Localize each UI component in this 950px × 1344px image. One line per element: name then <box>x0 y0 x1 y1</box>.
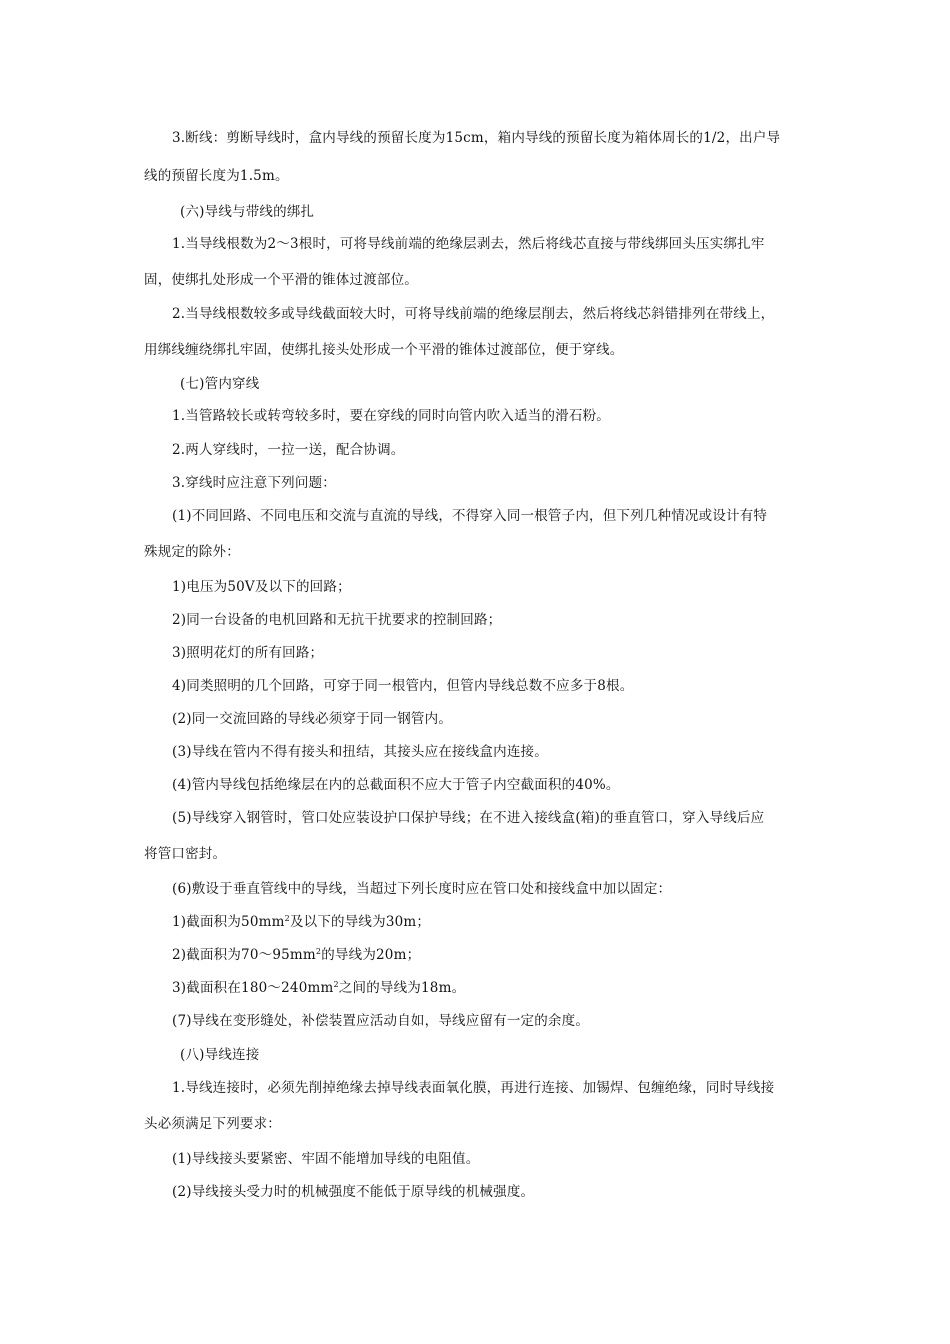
paragraph-line <box>172 979 465 997</box>
paragraph-line <box>172 913 430 931</box>
paragraph-line: 用绑线缠绕绑扎牢固，使绑扎接头处形成一个平滑的锥体过渡部位，便于穿线。 <box>144 342 624 358</box>
paragraph-line: (1)不同回路、不同电压和交流与直流的导线，不得穿入同一根管子内，但下列几种情况或设计有特 <box>172 508 768 524</box>
section-heading: (六)导线与带线的绑扎 <box>180 204 315 220</box>
paragraph-line: 1.当管路较长或转弯较多时，要在穿线的同时向管内吹入适当的滑石粉。 <box>172 408 610 424</box>
paragraph-line: (6)敷设于垂直管线中的导线，当超过下列长度时应在管口处和接线盒中加以固定： <box>172 881 672 897</box>
paragraph-line: (7)导线在变形缝处，补偿装置应活动自如，导线应留有一定的余度。 <box>172 1013 590 1029</box>
paragraph-line: 4)同类照明的几个回路，可穿于同一根管内，但管内导线总数不应多于8根。 <box>172 678 634 694</box>
superscript: 2 <box>284 914 290 923</box>
paragraph-line: 3.穿线时应注意下列问题： <box>172 475 336 491</box>
line-text: 3)截面积在180～240mm <box>172 980 334 996</box>
paragraph-line: 线的预留长度为1.5m。 <box>144 168 289 184</box>
superscript: 2 <box>315 947 322 956</box>
paragraph-line: 1.导线连接时，必须先削掉绝缘去掉导线表面氧化膜，再进行连接、加锡焊、包缠绝缘，同时导线接 <box>172 1080 775 1096</box>
paragraph-line: 头必须满足下列要求： <box>144 1116 281 1132</box>
paragraph-line: 2.两人穿线时，一拉一送，配合协调。 <box>172 442 405 458</box>
line-text: 的导线为20m； <box>321 947 421 963</box>
paragraph-line: 2)同一台设备的电机回路和无抗干扰要求的控制回路； <box>172 612 502 628</box>
paragraph-line: (3)导线在管内不得有接头和扭结，其接头应在接线盒内连接。 <box>172 744 548 760</box>
paragraph-line: (2)同一交流回路的导线必须穿于同一钢管内。 <box>172 711 453 727</box>
paragraph-line: 3)照明花灯的所有回路； <box>172 645 324 661</box>
paragraph-line: 1)电压为50V及以下的回路； <box>172 579 351 595</box>
paragraph-line: 殊规定的除外： <box>144 544 240 560</box>
line-text: 1)截面积为50mm <box>172 914 285 930</box>
paragraph-line: 1.当导线根数为2～3根时，可将导线前端的绝缘层剥去，然后将线芯直接与带线绑回头压实绑扎牢 <box>172 236 765 252</box>
superscript: 2 <box>333 980 339 989</box>
section-heading: (八)导线连接 <box>180 1047 260 1063</box>
paragraph-line: (1)导线接头要紧密、牢固不能增加导线的电阻值。 <box>172 1151 480 1167</box>
section-heading: (七)管内穿线 <box>180 376 260 392</box>
paragraph-line: 3.断线：剪断导线时，盒内导线的预留长度为15cm，箱内导线的预留长度为箱体周长的1/2，出户导 <box>172 130 781 146</box>
paragraph-line: 将管口密封。 <box>144 846 227 862</box>
line-text: 之间的导线为18m。 <box>338 980 466 996</box>
line-text: 及以下的导线为30m； <box>289 914 431 930</box>
paragraph-line: (2)导线接头受力时的机械强度不能低于原导线的机械强度。 <box>172 1184 535 1200</box>
paragraph-line: 固，使绑扎处形成一个平滑的锥体过渡部位。 <box>144 272 418 288</box>
paragraph-line: 2.当导线根数较多或导线截面较大时，可将导线前端的绝缘层削去，然后将线芯斜错排列在带线上， <box>172 306 775 322</box>
paragraph-line <box>172 946 420 964</box>
paragraph-line: (4)管内导线包括绝缘层在内的总截面积不应大于管子内空截面积的40%。 <box>172 777 620 793</box>
paragraph-line: (5)导线穿入钢管时，管口处应装设护口保护导线；在不进入接线盒(箱)的垂直管口，穿入导线后应 <box>172 810 765 826</box>
line-text: 2)截面积为70～95mm <box>172 947 316 963</box>
